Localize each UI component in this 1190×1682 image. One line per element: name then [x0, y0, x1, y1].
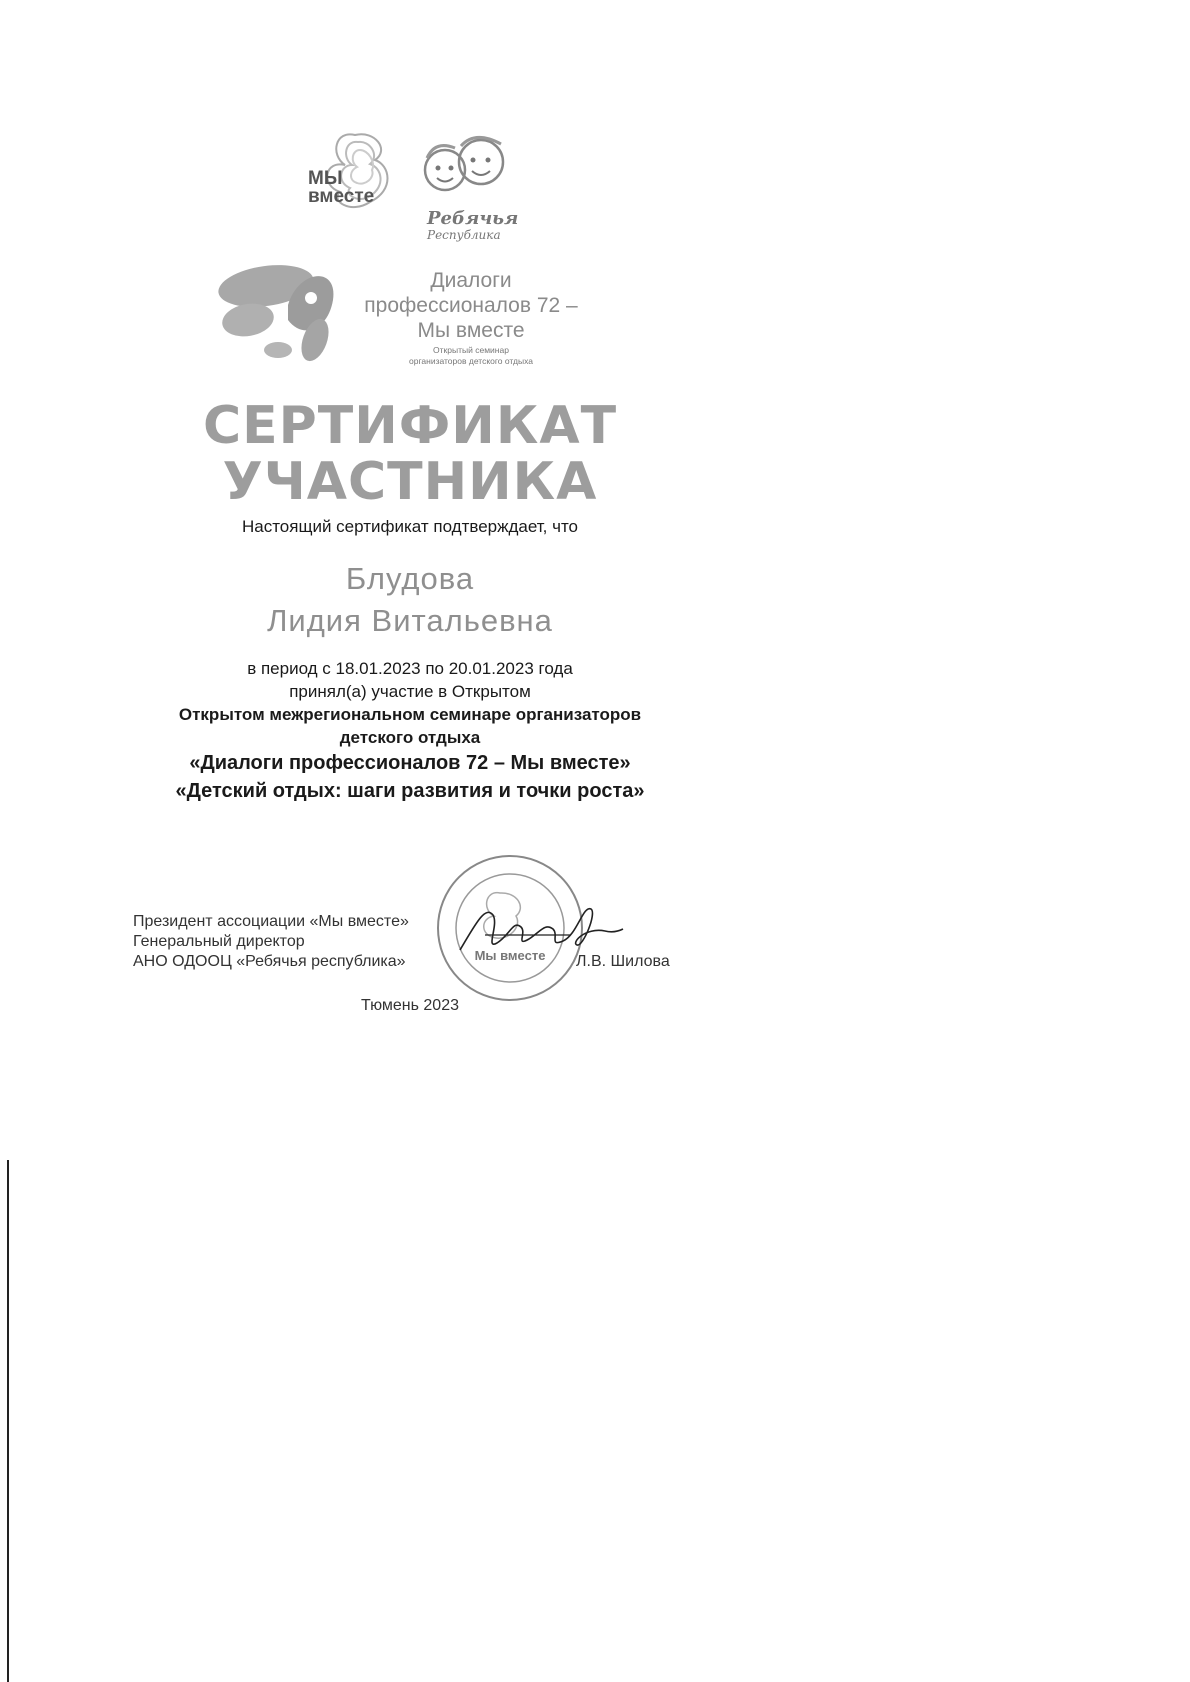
certificate-title	[180, 398, 640, 510]
event-theme: «Детский отдых: шаги развития и точки роста»	[175, 780, 645, 802]
confirm-text: Настоящий сертификат подтверждает, что	[241, 517, 579, 536]
city-year: Тюмень 2023	[361, 997, 459, 1014]
participation-text: принял(а) участие в Открытом	[289, 682, 531, 701]
event-logo-sub-line2: организаторов детского отдыха	[409, 356, 533, 366]
my-vmeste-logo	[300, 130, 410, 230]
seminar-line1: Открытом межрегиональном семинаре организаторов	[178, 705, 642, 724]
scan-edge-line	[7, 1160, 9, 1682]
rebyachya-logo-line2: Республика	[427, 228, 501, 242]
event-logo-title-line1: Диалоги	[430, 269, 512, 292]
signatory-line3: АНО ОДООЦ «Ребячья республика»	[133, 953, 406, 970]
stamp-center-text: Мы вместе	[474, 948, 546, 963]
certificate-title-line1: СЕРТИФИКАТ	[202, 396, 618, 456]
event-logo-subtitle	[340, 345, 602, 367]
signatory-block	[133, 912, 409, 972]
event-logo-title-line2: профессионалов 72 –	[364, 294, 578, 317]
my-vmeste-logo-text: МЫ вместе	[308, 168, 375, 207]
rebyachya-logo-line1: Ребячья	[427, 208, 519, 229]
event-logo-title	[340, 268, 602, 343]
participant-given-names: Лидия Витальевна	[267, 603, 553, 638]
event-name: «Диалоги профессионалов 72 – Мы вместе»	[189, 752, 631, 774]
certificate-title-line2: УЧАСТНИКА	[222, 452, 598, 512]
signatory-name: Л.В. Шилова	[576, 953, 670, 970]
event-logo-sub-line1: Открытый семинар	[433, 345, 509, 355]
seminar-line2: детского отдыха	[339, 728, 481, 747]
participant-surname: Блудова	[345, 561, 475, 596]
kids-faces-icon	[415, 128, 525, 208]
period-text: в период с 18.01.2023 по 20.01.2023 года	[247, 659, 573, 678]
signatory-line2: Генеральный директор	[133, 933, 305, 950]
participant-name	[180, 558, 640, 642]
event-logo-title-line3: Мы вместе	[417, 319, 525, 342]
certificate-body	[130, 657, 690, 805]
signatory-line1: Президент ассоциации «Мы вместе»	[133, 913, 409, 930]
rebyachya-respublika-logo	[415, 128, 525, 244]
